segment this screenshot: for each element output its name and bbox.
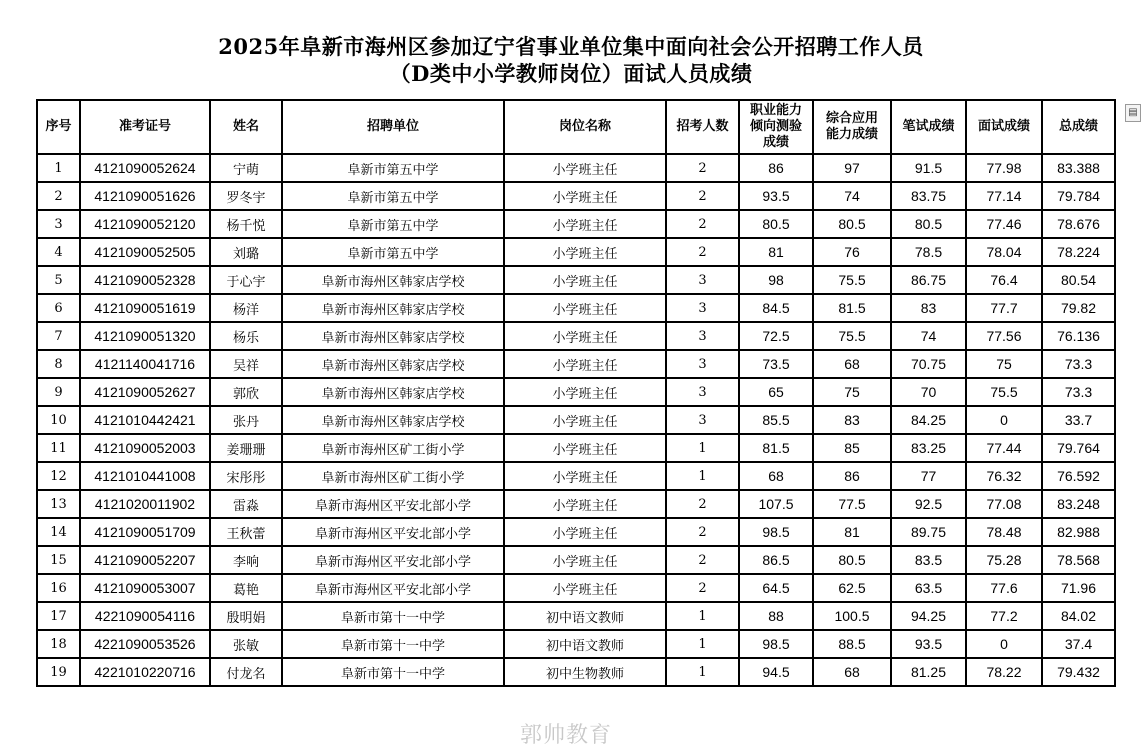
cell-exam-id: 4121090052505 <box>80 238 210 266</box>
cell-interview-score: 77.7 <box>966 294 1042 322</box>
cell-total-score: 73.3 <box>1042 378 1115 406</box>
cell-index: 17 <box>37 602 80 630</box>
cell-written-score: 89.75 <box>891 518 966 546</box>
cell-exam-id: 4121140041716 <box>80 350 210 378</box>
cell-name: 宋彤彤 <box>210 462 282 490</box>
cell-total-score: 76.592 <box>1042 462 1115 490</box>
cell-total-score: 33.7 <box>1042 406 1115 434</box>
cell-employer: 阜新市海州区韩家店学校 <box>282 350 504 378</box>
header-written-score: 笔试成绩 <box>891 100 966 154</box>
table-row <box>37 574 1115 602</box>
header-total-score: 总成绩 <box>1042 100 1115 154</box>
cell-applied-score: 88.5 <box>813 630 891 658</box>
cell-applied-score: 80.5 <box>813 210 891 238</box>
table-row <box>37 322 1115 350</box>
cell-name: 李响 <box>210 546 282 574</box>
cell-employer: 阜新市海州区矿工街小学 <box>282 462 504 490</box>
cell-interview-score: 75.5 <box>966 378 1042 406</box>
cell-exam-id: 4121090051709 <box>80 518 210 546</box>
cell-employer: 阜新市第十一中学 <box>282 658 504 686</box>
cell-applied-score: 80.5 <box>813 546 891 574</box>
cell-aptitude-score: 81 <box>739 238 813 266</box>
cell-employer: 阜新市海州区平安北部小学 <box>282 518 504 546</box>
table-row <box>37 238 1115 266</box>
cell-applied-score: 68 <box>813 658 891 686</box>
cell-position: 小学班主任 <box>504 518 666 546</box>
cell-employer: 阜新市海州区平安北部小学 <box>282 546 504 574</box>
cell-position: 初中语文教师 <box>504 630 666 658</box>
cell-position: 初中语文教师 <box>504 602 666 630</box>
table-row <box>37 154 1115 182</box>
cell-index: 15 <box>37 546 80 574</box>
cell-written-score: 83.25 <box>891 434 966 462</box>
cell-name: 王秋蕾 <box>210 518 282 546</box>
table-row <box>37 602 1115 630</box>
cell-interview-score: 77.98 <box>966 154 1042 182</box>
cell-employer: 阜新市海州区韩家店学校 <box>282 322 504 350</box>
table-row <box>37 350 1115 378</box>
cell-name: 杨洋 <box>210 294 282 322</box>
cell-name: 吴祥 <box>210 350 282 378</box>
cell-exam-id: 4121010441008 <box>80 462 210 490</box>
cell-position: 小学班主任 <box>504 294 666 322</box>
cell-employer: 阜新市第十一中学 <box>282 602 504 630</box>
cell-written-score: 83.75 <box>891 182 966 210</box>
cell-written-score: 70.75 <box>891 350 966 378</box>
cell-quota: 2 <box>666 154 739 182</box>
cell-applied-score: 68 <box>813 350 891 378</box>
cell-total-score: 78.676 <box>1042 210 1115 238</box>
cell-interview-score: 78.48 <box>966 518 1042 546</box>
cell-written-score: 83.5 <box>891 546 966 574</box>
cell-aptitude-score: 93.5 <box>739 182 813 210</box>
cell-index: 16 <box>37 574 80 602</box>
cell-exam-id: 4121090052120 <box>80 210 210 238</box>
cell-quota: 3 <box>666 378 739 406</box>
cell-position: 小学班主任 <box>504 154 666 182</box>
cell-aptitude-score: 68 <box>739 462 813 490</box>
cell-quota: 1 <box>666 602 739 630</box>
cell-aptitude-score: 80.5 <box>739 210 813 238</box>
cell-interview-score: 0 <box>966 406 1042 434</box>
header-name: 姓名 <box>210 100 282 154</box>
cell-written-score: 78.5 <box>891 238 966 266</box>
cell-employer: 阜新市海州区韩家店学校 <box>282 378 504 406</box>
cell-total-score: 73.3 <box>1042 350 1115 378</box>
cell-exam-id: 4121090052207 <box>80 546 210 574</box>
cell-index: 18 <box>37 630 80 658</box>
cell-name: 殷明娟 <box>210 602 282 630</box>
cell-interview-score: 76.4 <box>966 266 1042 294</box>
cell-aptitude-score: 98.5 <box>739 630 813 658</box>
cell-employer: 阜新市海州区韩家店学校 <box>282 266 504 294</box>
cell-index: 10 <box>37 406 80 434</box>
cell-aptitude-score: 107.5 <box>739 490 813 518</box>
cell-name: 杨千悦 <box>210 210 282 238</box>
table-row <box>37 518 1115 546</box>
cell-employer: 阜新市第十一中学 <box>282 630 504 658</box>
cell-quota: 3 <box>666 350 739 378</box>
cell-index: 1 <box>37 154 80 182</box>
cell-applied-score: 100.5 <box>813 602 891 630</box>
cell-employer: 阜新市海州区平安北部小学 <box>282 490 504 518</box>
cell-aptitude-score: 86 <box>739 154 813 182</box>
cell-index: 12 <box>37 462 80 490</box>
cell-exam-id: 4221090053526 <box>80 630 210 658</box>
cell-index: 5 <box>37 266 80 294</box>
table-row <box>37 266 1115 294</box>
cell-interview-score: 77.2 <box>966 602 1042 630</box>
table-header-row <box>37 100 1115 154</box>
cell-name: 雷淼 <box>210 490 282 518</box>
cell-exam-id: 4121010442421 <box>80 406 210 434</box>
cell-quota: 3 <box>666 406 739 434</box>
cell-index: 8 <box>37 350 80 378</box>
cell-aptitude-score: 86.5 <box>739 546 813 574</box>
cell-position: 小学班主任 <box>504 462 666 490</box>
cell-applied-score: 83 <box>813 406 891 434</box>
cell-quota: 2 <box>666 546 739 574</box>
cell-applied-score: 97 <box>813 154 891 182</box>
table-row <box>37 406 1115 434</box>
cell-total-score: 79.82 <box>1042 294 1115 322</box>
cell-total-score: 79.764 <box>1042 434 1115 462</box>
cell-applied-score: 75 <box>813 378 891 406</box>
cell-total-score: 78.568 <box>1042 546 1115 574</box>
cell-quota: 2 <box>666 182 739 210</box>
cell-written-score: 86.75 <box>891 266 966 294</box>
cell-exam-id: 4221010220716 <box>80 658 210 686</box>
table-row <box>37 630 1115 658</box>
cell-position: 小学班主任 <box>504 182 666 210</box>
cell-aptitude-score: 64.5 <box>739 574 813 602</box>
cell-total-score: 37.4 <box>1042 630 1115 658</box>
cell-quota: 2 <box>666 210 739 238</box>
cell-interview-score: 77.56 <box>966 322 1042 350</box>
watermark: 郭帅教育 <box>520 723 613 748</box>
table-row <box>37 182 1115 210</box>
cell-total-score: 80.54 <box>1042 266 1115 294</box>
cell-interview-score: 77.46 <box>966 210 1042 238</box>
document-title-line2: （D类中小学教师岗位）面试人员成绩 <box>389 61 753 86</box>
cell-employer: 阜新市第五中学 <box>282 182 504 210</box>
cell-written-score: 81.25 <box>891 658 966 686</box>
table-row <box>37 378 1115 406</box>
cell-quota: 2 <box>666 238 739 266</box>
cell-quota: 1 <box>666 434 739 462</box>
cell-index: 9 <box>37 378 80 406</box>
cell-index: 7 <box>37 322 80 350</box>
cell-employer: 阜新市海州区韩家店学校 <box>282 406 504 434</box>
cell-exam-id: 4121090052624 <box>80 154 210 182</box>
cell-exam-id: 4121090051619 <box>80 294 210 322</box>
cell-applied-score: 81.5 <box>813 294 891 322</box>
cell-total-score: 84.02 <box>1042 602 1115 630</box>
cell-applied-score: 77.5 <box>813 490 891 518</box>
cell-employer: 阜新市海州区平安北部小学 <box>282 574 504 602</box>
cell-interview-score: 77.6 <box>966 574 1042 602</box>
header-exam-id: 准考证号 <box>80 100 210 154</box>
table-row <box>37 210 1115 238</box>
header-position: 岗位名称 <box>504 100 666 154</box>
cell-index: 3 <box>37 210 80 238</box>
cell-exam-id: 4221090054116 <box>80 602 210 630</box>
cell-quota: 2 <box>666 574 739 602</box>
cell-applied-score: 75.5 <box>813 322 891 350</box>
cell-applied-score: 62.5 <box>813 574 891 602</box>
cell-name: 罗冬宇 <box>210 182 282 210</box>
cell-employer: 阜新市第五中学 <box>282 210 504 238</box>
cell-exam-id: 4121020011902 <box>80 490 210 518</box>
cell-quota: 3 <box>666 322 739 350</box>
cell-written-score: 91.5 <box>891 154 966 182</box>
cell-aptitude-score: 72.5 <box>739 322 813 350</box>
cell-quota: 1 <box>666 630 739 658</box>
cell-aptitude-score: 98 <box>739 266 813 294</box>
cell-applied-score: 74 <box>813 182 891 210</box>
cell-exam-id: 4121090051320 <box>80 322 210 350</box>
cell-index: 6 <box>37 294 80 322</box>
cell-total-score: 83.388 <box>1042 154 1115 182</box>
cell-interview-score: 78.22 <box>966 658 1042 686</box>
header-index: 序号 <box>37 100 80 154</box>
cell-total-score: 76.136 <box>1042 322 1115 350</box>
cell-name: 宁萌 <box>210 154 282 182</box>
cell-name: 张丹 <box>210 406 282 434</box>
cell-index: 13 <box>37 490 80 518</box>
cell-position: 小学班主任 <box>504 490 666 518</box>
cell-total-score: 78.224 <box>1042 238 1115 266</box>
document-title-line1: 2025年阜新市海州区参加辽宁省事业单位集中面向社会公开招聘工作人员 <box>218 34 924 59</box>
cell-quota: 3 <box>666 294 739 322</box>
cell-applied-score: 76 <box>813 238 891 266</box>
cell-name: 张敏 <box>210 630 282 658</box>
cell-applied-score: 86 <box>813 462 891 490</box>
cell-position: 小学班主任 <box>504 434 666 462</box>
cell-total-score: 79.784 <box>1042 182 1115 210</box>
cell-position: 小学班主任 <box>504 574 666 602</box>
cell-position: 小学班主任 <box>504 322 666 350</box>
cell-interview-score: 77.08 <box>966 490 1042 518</box>
cell-name: 姜珊珊 <box>210 434 282 462</box>
cell-quota: 1 <box>666 462 739 490</box>
cell-index: 2 <box>37 182 80 210</box>
cell-position: 小学班主任 <box>504 238 666 266</box>
table-row <box>37 294 1115 322</box>
cell-name: 于心宇 <box>210 266 282 294</box>
cell-written-score: 92.5 <box>891 490 966 518</box>
cell-name: 刘璐 <box>210 238 282 266</box>
cell-written-score: 80.5 <box>891 210 966 238</box>
cell-written-score: 63.5 <box>891 574 966 602</box>
cell-total-score: 82.988 <box>1042 518 1115 546</box>
cell-interview-score: 76.32 <box>966 462 1042 490</box>
cell-written-score: 84.25 <box>891 406 966 434</box>
cell-index: 19 <box>37 658 80 686</box>
header-aptitude-score: 职业能力倾向测验成绩 <box>739 100 813 154</box>
cell-aptitude-score: 81.5 <box>739 434 813 462</box>
cell-exam-id: 4121090052627 <box>80 378 210 406</box>
cell-aptitude-score: 88 <box>739 602 813 630</box>
cell-interview-score: 75 <box>966 350 1042 378</box>
score-table <box>36 99 1116 687</box>
page-icon[interactable]: ▤ <box>1125 104 1141 122</box>
table-row <box>37 462 1115 490</box>
cell-position: 小学班主任 <box>504 546 666 574</box>
header-quota: 招考人数 <box>666 100 739 154</box>
cell-employer: 阜新市海州区韩家店学校 <box>282 294 504 322</box>
header-employer: 招聘单位 <box>282 100 504 154</box>
cell-written-score: 83 <box>891 294 966 322</box>
cell-exam-id: 4121090052328 <box>80 266 210 294</box>
cell-index: 11 <box>37 434 80 462</box>
cell-quota: 2 <box>666 490 739 518</box>
cell-employer: 阜新市第五中学 <box>282 238 504 266</box>
cell-applied-score: 75.5 <box>813 266 891 294</box>
cell-aptitude-score: 73.5 <box>739 350 813 378</box>
cell-name: 郭欣 <box>210 378 282 406</box>
cell-interview-score: 78.04 <box>966 238 1042 266</box>
cell-position: 小学班主任 <box>504 406 666 434</box>
cell-written-score: 70 <box>891 378 966 406</box>
cell-exam-id: 4121090051626 <box>80 182 210 210</box>
cell-name: 付龙名 <box>210 658 282 686</box>
cell-name: 葛艳 <box>210 574 282 602</box>
cell-interview-score: 77.14 <box>966 182 1042 210</box>
header-interview-score: 面试成绩 <box>966 100 1042 154</box>
cell-quota: 3 <box>666 266 739 294</box>
cell-position: 小学班主任 <box>504 350 666 378</box>
cell-index: 14 <box>37 518 80 546</box>
cell-position: 小学班主任 <box>504 378 666 406</box>
cell-written-score: 74 <box>891 322 966 350</box>
cell-employer: 阜新市海州区矿工街小学 <box>282 434 504 462</box>
cell-total-score: 79.432 <box>1042 658 1115 686</box>
cell-interview-score: 77.44 <box>966 434 1042 462</box>
cell-applied-score: 85 <box>813 434 891 462</box>
cell-position: 小学班主任 <box>504 266 666 294</box>
cell-exam-id: 4121090052003 <box>80 434 210 462</box>
cell-applied-score: 81 <box>813 518 891 546</box>
cell-position: 小学班主任 <box>504 210 666 238</box>
table-row <box>37 546 1115 574</box>
cell-aptitude-score: 65 <box>739 378 813 406</box>
table-row <box>37 434 1115 462</box>
cell-interview-score: 0 <box>966 630 1042 658</box>
cell-total-score: 83.248 <box>1042 490 1115 518</box>
cell-employer: 阜新市第五中学 <box>282 154 504 182</box>
cell-aptitude-score: 98.5 <box>739 518 813 546</box>
cell-aptitude-score: 85.5 <box>739 406 813 434</box>
cell-aptitude-score: 84.5 <box>739 294 813 322</box>
header-applied-score: 综合应用能力成绩 <box>813 100 891 154</box>
table-row <box>37 658 1115 686</box>
cell-index: 4 <box>37 238 80 266</box>
cell-total-score: 71.96 <box>1042 574 1115 602</box>
cell-written-score: 93.5 <box>891 630 966 658</box>
cell-written-score: 77 <box>891 462 966 490</box>
cell-quota: 1 <box>666 658 739 686</box>
table-row <box>37 490 1115 518</box>
cell-aptitude-score: 94.5 <box>739 658 813 686</box>
cell-name: 杨乐 <box>210 322 282 350</box>
cell-quota: 2 <box>666 518 739 546</box>
cell-interview-score: 75.28 <box>966 546 1042 574</box>
cell-written-score: 94.25 <box>891 602 966 630</box>
cell-position: 初中生物教师 <box>504 658 666 686</box>
cell-exam-id: 4121090053007 <box>80 574 210 602</box>
